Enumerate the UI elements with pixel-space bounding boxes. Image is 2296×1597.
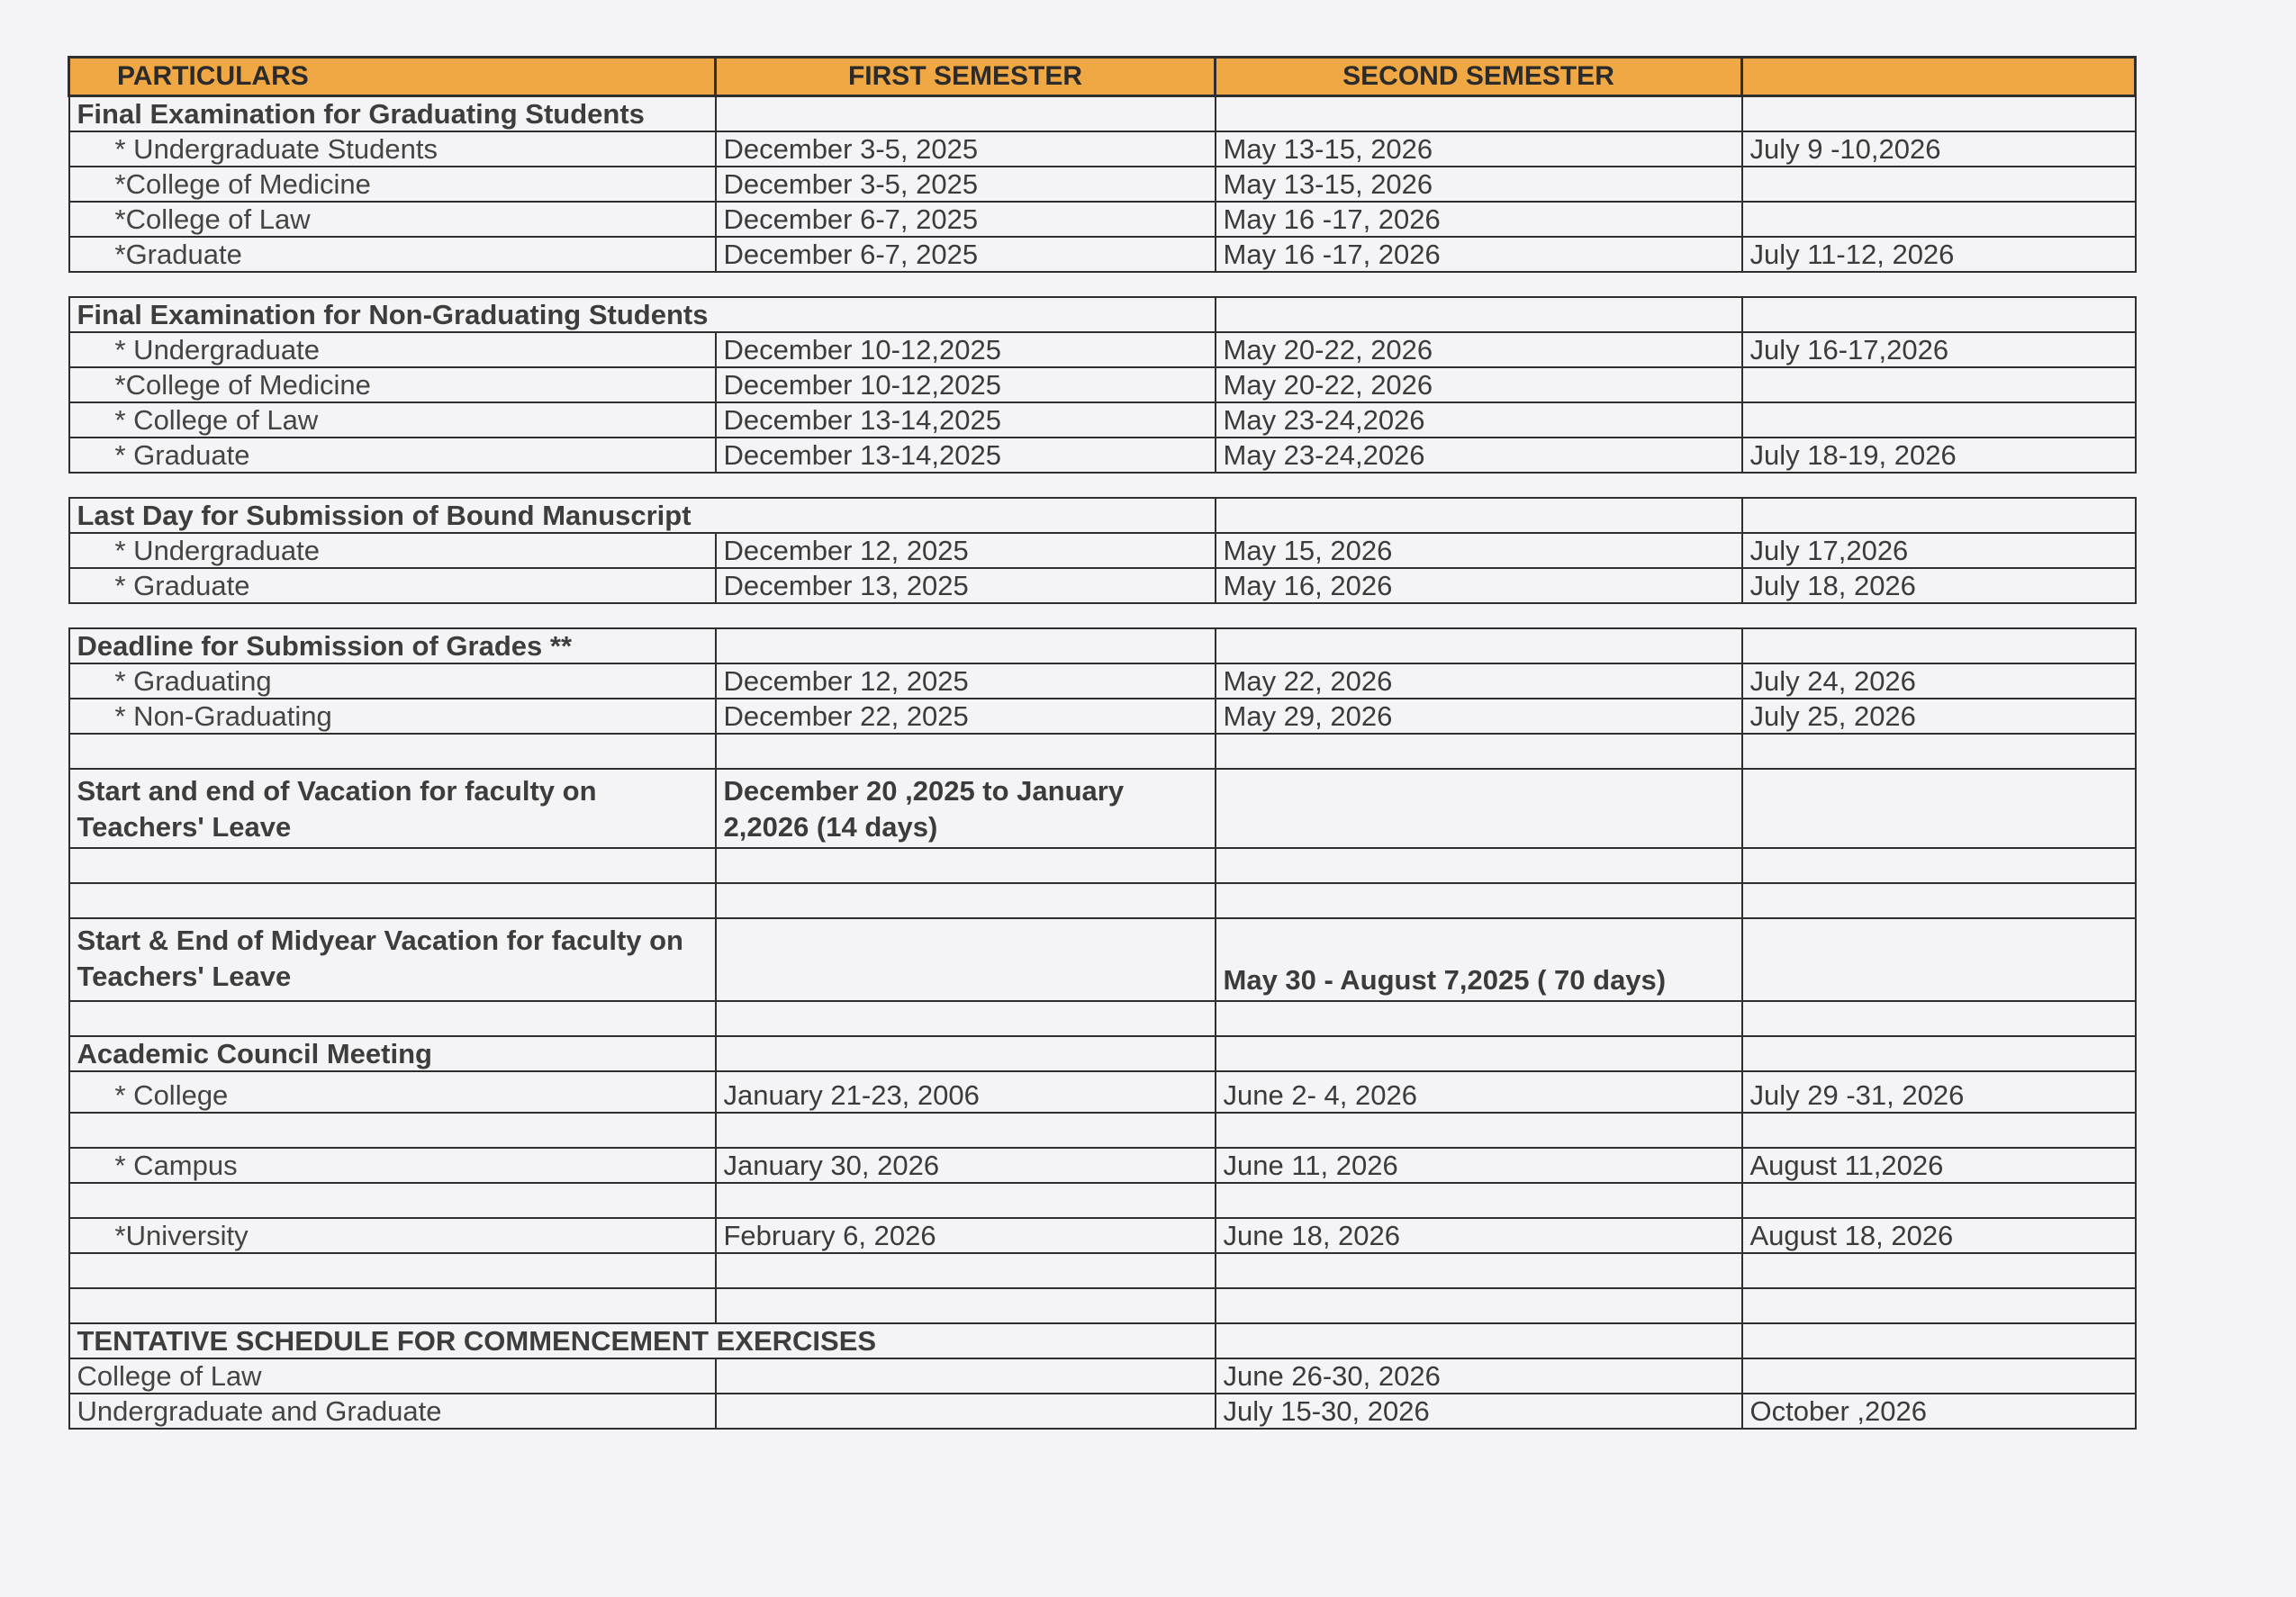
first-semester-value: December 13, 2025 <box>716 568 1216 603</box>
section-title-grades: Deadline for Submission of Grades ** <box>69 628 716 663</box>
midyear-value: July 11-12, 2026 <box>1742 237 2136 272</box>
midyear-value: July 9 -10,2026 <box>1742 131 2136 167</box>
section-title-midyear-vacation: Start & End of Midyear Vacation for faculty on Teachers' Leave <box>69 918 716 1001</box>
midyear-value <box>1742 202 2136 237</box>
second-semester-value: May 20-22, 2026 <box>1216 332 1742 367</box>
first-semester-value: December 22, 2025 <box>716 699 1216 734</box>
section-title-row <box>69 628 2136 663</box>
row-label: * Graduating <box>69 663 716 699</box>
midyear-value <box>1742 167 2136 202</box>
table-row <box>69 237 2136 272</box>
academic-calendar-sheet <box>68 56 2134 1430</box>
table-row <box>69 402 2136 438</box>
table-row <box>69 167 2136 202</box>
second-semester-value: July 15-30, 2026 <box>1216 1394 1742 1429</box>
midyear-value: July 25, 2026 <box>1742 699 2136 734</box>
table-row <box>69 533 2136 568</box>
empty-row <box>69 1183 2136 1218</box>
second-semester-value: May 30 - August 7,2025 ( 70 days) <box>1216 918 1742 1001</box>
row-label: *Graduate <box>69 237 716 272</box>
table-row <box>69 1218 2136 1253</box>
second-semester-value: June 11, 2026 <box>1216 1148 1742 1183</box>
first-semester-value: December 3-5, 2025 <box>716 131 1216 167</box>
first-semester-value: December 12, 2025 <box>716 533 1216 568</box>
header-row <box>69 58 2136 96</box>
table-row <box>69 438 2136 473</box>
first-semester-value: December 13-14,2025 <box>716 402 1216 438</box>
row-label: * Campus <box>69 1148 716 1183</box>
empty-row <box>69 1001 2136 1036</box>
header-particulars: PARTICULARS <box>69 58 716 96</box>
second-semester-value: June 26-30, 2026 <box>1216 1358 1742 1394</box>
midyear-value: July 18-19, 2026 <box>1742 438 2136 473</box>
first-semester-value: December 13-14,2025 <box>716 438 1216 473</box>
section-title-row <box>69 1036 2136 1071</box>
second-semester-value: May 16 -17, 2026 <box>1216 237 1742 272</box>
table-row <box>69 699 2136 734</box>
section-title-manuscript: Last Day for Submission of Bound Manuscript <box>69 498 1216 533</box>
header-midyear <box>1742 58 2136 96</box>
midyear-value: July 16-17,2026 <box>1742 332 2136 367</box>
row-label: * Undergraduate <box>69 533 716 568</box>
empty-row <box>69 883 2136 918</box>
first-semester-value: February 6, 2026 <box>716 1218 1216 1253</box>
header-first-semester: FIRST SEMESTER <box>716 58 1216 96</box>
row-label: *College of Medicine <box>69 167 716 202</box>
midyear-value: July 17,2026 <box>1742 533 2136 568</box>
second-semester-value: June 2- 4, 2026 <box>1216 1071 1742 1113</box>
table-row <box>69 568 2136 603</box>
second-semester-value: May 13-15, 2026 <box>1216 131 1742 167</box>
empty-row <box>69 1113 2136 1148</box>
empty-row <box>69 1253 2136 1288</box>
second-semester-value: June 18, 2026 <box>1216 1218 1742 1253</box>
header-second-semester: SECOND SEMESTER <box>1216 58 1742 96</box>
row-label: * Graduate <box>69 438 716 473</box>
table-row <box>69 663 2136 699</box>
first-semester-value: December 10-12,2025 <box>716 332 1216 367</box>
first-semester-value: December 12, 2025 <box>716 663 1216 699</box>
section-title-row <box>69 297 2136 332</box>
section-title-row <box>69 1323 2136 1358</box>
table-row <box>69 1394 2136 1429</box>
row-label: * Graduate <box>69 568 716 603</box>
section-title-row <box>69 96 2136 132</box>
midyear-value <box>1742 367 2136 402</box>
first-semester-value <box>716 1358 1216 1394</box>
section-title-row <box>69 498 2136 533</box>
second-semester-value: May 29, 2026 <box>1216 699 1742 734</box>
empty-row <box>69 734 2136 769</box>
first-semester-value: December 6-7, 2025 <box>716 237 1216 272</box>
vacation-row <box>69 769 2136 848</box>
second-semester-value: May 23-24,2026 <box>1216 438 1742 473</box>
midyear-value: July 29 -31, 2026 <box>1742 1071 2136 1113</box>
section-title-commencement: TENTATIVE SCHEDULE FOR COMMENCEMENT EXERCISES <box>69 1323 1216 1358</box>
first-semester-value: December 10-12,2025 <box>716 367 1216 402</box>
table-row <box>69 1071 2136 1113</box>
table-row <box>69 367 2136 402</box>
second-semester-value: May 13-15, 2026 <box>1216 167 1742 202</box>
row-label: * College <box>69 1071 716 1113</box>
midyear-value: August 18, 2026 <box>1742 1218 2136 1253</box>
section-title-graduating: Final Examination for Graduating Students <box>69 96 716 132</box>
spacer-row <box>69 473 2136 498</box>
midyear-value <box>1742 1358 2136 1394</box>
row-label: * Undergraduate Students <box>69 131 716 167</box>
row-label: *University <box>69 1218 716 1253</box>
table-row <box>69 1358 2136 1394</box>
schedule-table <box>68 56 2137 1430</box>
first-semester-value: December 6-7, 2025 <box>716 202 1216 237</box>
table-row <box>69 202 2136 237</box>
row-label: *College of Medicine <box>69 367 716 402</box>
table-row <box>69 1148 2136 1183</box>
midyear-value: July 24, 2026 <box>1742 663 2136 699</box>
row-label: * Non-Graduating <box>69 699 716 734</box>
second-semester-value: May 16 -17, 2026 <box>1216 202 1742 237</box>
section-title-vacation: Start and end of Vacation for faculty on Teachers' Leave <box>69 769 716 848</box>
midyear-value: July 18, 2026 <box>1742 568 2136 603</box>
second-semester-value: May 20-22, 2026 <box>1216 367 1742 402</box>
midyear-vacation-row <box>69 918 2136 1001</box>
spacer-row <box>69 272 2136 297</box>
midyear-value: October ,2026 <box>1742 1394 2136 1429</box>
second-semester-value: May 22, 2026 <box>1216 663 1742 699</box>
midyear-value: August 11,2026 <box>1742 1148 2136 1183</box>
row-label: * Undergraduate <box>69 332 716 367</box>
row-label: College of Law <box>69 1358 716 1394</box>
first-semester-value: January 21-23, 2006 <box>716 1071 1216 1113</box>
first-semester-value <box>716 1394 1216 1429</box>
row-label: Undergraduate and Graduate <box>69 1394 716 1429</box>
first-semester-value: December 20 ,2025 to January 2,2026 (14 days) <box>716 769 1216 848</box>
first-semester-value: December 3-5, 2025 <box>716 167 1216 202</box>
second-semester-value: May 16, 2026 <box>1216 568 1742 603</box>
first-semester-value: January 30, 2026 <box>716 1148 1216 1183</box>
table-row <box>69 131 2136 167</box>
second-semester-value: May 15, 2026 <box>1216 533 1742 568</box>
empty-row <box>69 848 2136 883</box>
empty-row <box>69 1288 2136 1323</box>
row-label: *College of Law <box>69 202 716 237</box>
row-label: * College of Law <box>69 402 716 438</box>
section-title-non-graduating: Final Examination for Non-Graduating Students <box>69 297 1216 332</box>
table-row <box>69 332 2136 367</box>
midyear-value <box>1742 402 2136 438</box>
section-title-council: Academic Council Meeting <box>69 1036 716 1071</box>
spacer-row <box>69 603 2136 628</box>
second-semester-value: May 23-24,2026 <box>1216 402 1742 438</box>
